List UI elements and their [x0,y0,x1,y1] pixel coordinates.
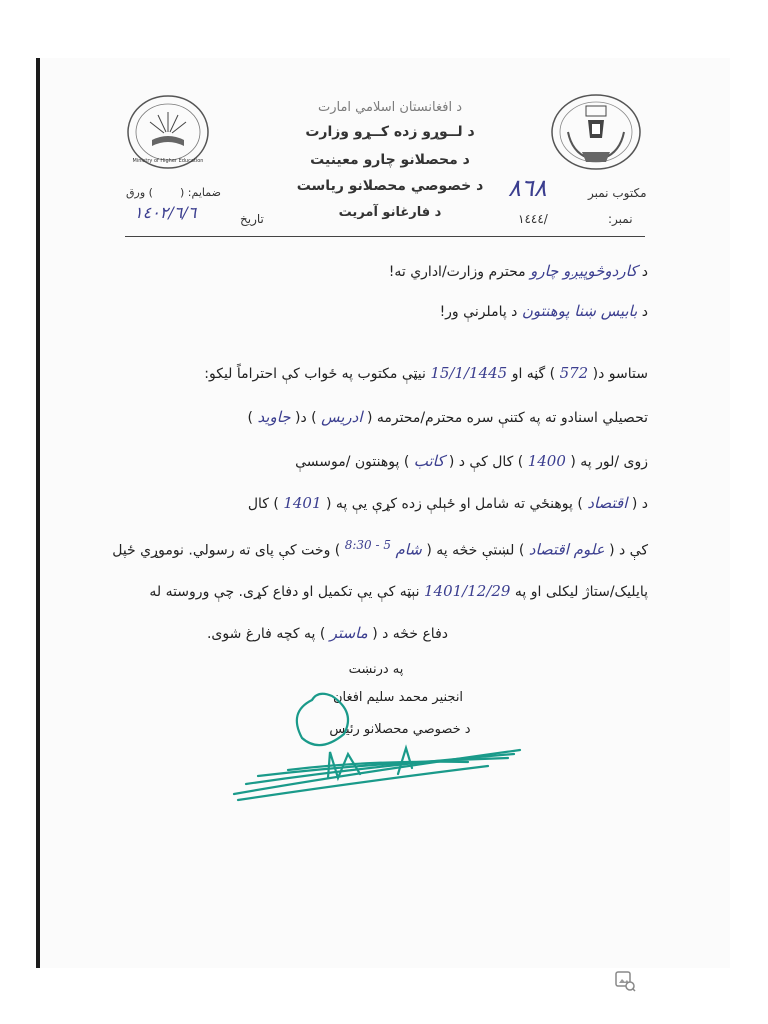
ministry-logo-icon [122,92,214,174]
image-search-icon[interactable] [614,970,636,992]
body-text: ) وخت کې پای ته رسولي. نوموړي ځپل [112,542,341,559]
study-hours: 5 - 8:30 [344,538,391,552]
letter-number-label: مکتوب نمبر [588,186,647,200]
ministry-name: د لــوړو زده کــړو وزارت [305,124,475,140]
address-suffix: محترم وزارت/اداري ته! [388,264,526,280]
address-university-fill: بابیس ښنا پوهنتون [521,302,638,320]
body-text: ) پوهنتون /موسسې [295,454,410,470]
body-line-4 [248,494,648,512]
address-prefix: د [641,264,648,280]
file-number-year: ١٤٤٤/ [518,212,548,226]
body-text: ) لښتې خڅه په ( [426,542,525,559]
signatory-title: د خصوصي محصلانو رئيس [329,722,471,737]
sheet-label: ) ورق [126,186,153,199]
body-text: ) په کچه فارغ شوی. [206,626,326,642]
date-label: تاريخ [240,212,264,226]
scan-edge [36,58,40,968]
body-text: د ( [631,496,648,512]
reference-number: 572 [559,364,589,382]
father-name: جاوید [257,408,291,426]
body-text: تحصيلي اسنادو ته په کتنې سره محترم/محترمه ( [366,410,648,426]
letter-number-value: ٨٦٨ [508,174,547,202]
body-line-2 [248,408,648,426]
student-name: ادریس [321,408,363,426]
date-value: ١٤٠٢/٦/٦ [134,203,197,222]
address-ministry-fill: کاردوڅوپیږو چارو [530,262,638,280]
emirate-title: د افغانستان اسلامي امارت [317,100,462,115]
attachment-label: ضمايم: ( [180,186,221,199]
logo-caption: Ministry of Higher Education [132,158,204,164]
faculty-name: اقتصاد [587,494,628,512]
body-line-7 [207,624,448,642]
body-text: ) پوهنځي ته شامل او ځېلې زده کړې يې په ( [325,496,583,512]
defense-date: 1401/12/29 [424,582,511,600]
body-text: کې د ( [609,542,648,559]
body-text: دفاع خڅه د ( [372,626,448,642]
body-text: ) گڼه او [511,366,556,382]
body-text: ستاسو د( [592,366,648,382]
signatory-name: انجنير محمد سليم افغان [332,690,464,705]
address-line-1 [389,262,648,280]
body-text: زوی /لور په ( [570,454,648,470]
address-line-2 [440,302,648,320]
closing-text: په درنښت [348,662,404,677]
body-line-6 [149,582,648,600]
emirate-emblem-icon [548,92,644,174]
header-divider [125,236,645,237]
university-name: کاتب [413,452,445,470]
body-text: نېټه کې يې تکميل او دفاع کړی. چې وروسته له [149,584,420,600]
file-number-label: نمبر: [608,212,633,226]
degree-level: ماستر [329,624,368,642]
directorate-name: د خصوصي محصلانو رياست [296,178,484,194]
body-text: ) د( [295,410,317,426]
address-prefix: د [641,304,648,320]
body-text: نيټې مکتوب په ځواب کې احتراماً ليکو: [204,366,426,382]
handwritten-signature [228,682,528,806]
body-line-3 [295,452,648,470]
deputy-ministry-name: د محصلانو چارو معينيت [310,152,470,168]
enrollment-year: 1400 [527,452,566,470]
body-text: ) کال کې د ( [448,454,524,470]
body-line-5 [112,538,648,559]
graduation-year: 1401 [283,494,322,512]
department-name: علوم اقتصاد [528,540,605,559]
body-text: ) کال [247,496,279,512]
office-name: د فارغانو آمريت [338,205,442,220]
study-shift: شام [395,540,422,559]
reference-date: 15/1/1445 [430,364,508,382]
address-suffix: د پاملرنې ور! [439,304,518,320]
body-text: پايليک/ستاژ ليکلی او په [514,584,648,600]
body-text: ) [247,410,253,426]
body-line-1 [204,364,648,382]
